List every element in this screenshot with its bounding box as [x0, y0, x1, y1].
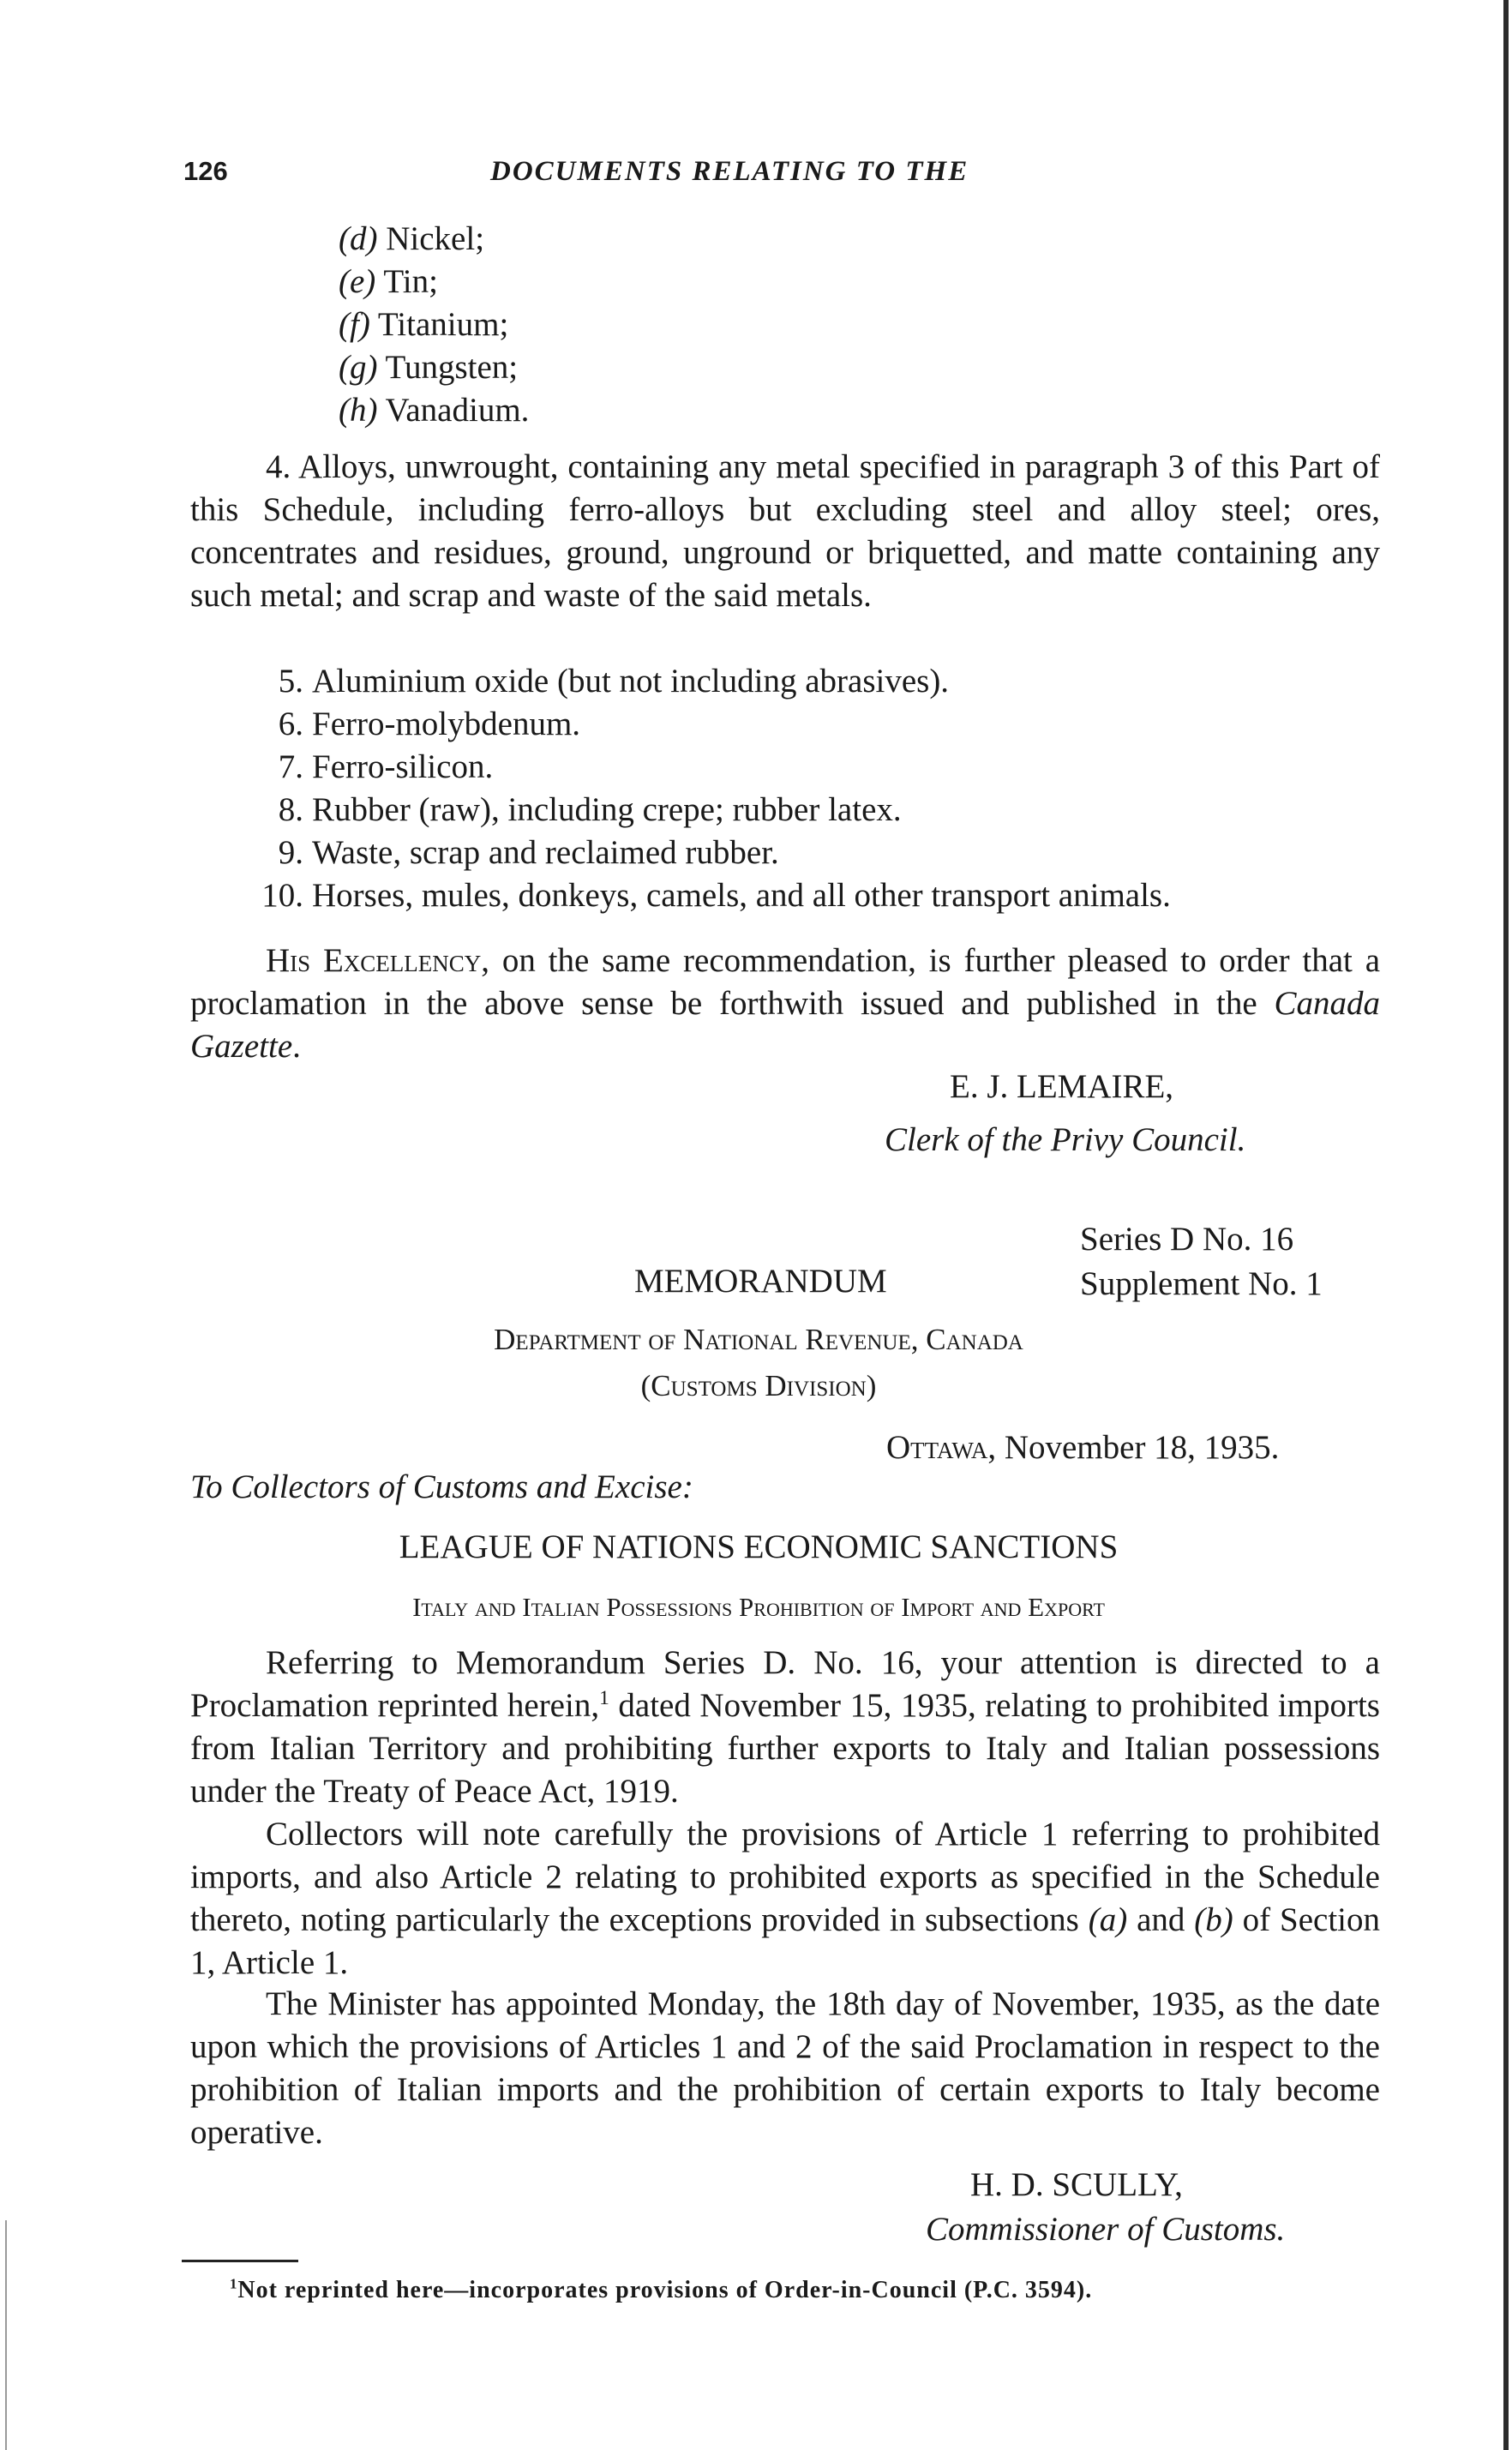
- item-text: Horses, mules, donkeys, camels, and all other transport animals.: [312, 877, 1171, 914]
- footnote-reference: 1: [599, 1687, 609, 1709]
- dateline-place: Ottawa,: [886, 1429, 997, 1466]
- list-marker: (d): [339, 220, 378, 257]
- memorandum-heading: MEMORANDUM: [634, 1263, 887, 1300]
- dateline: [886, 1426, 1279, 1469]
- list-marker: (e): [339, 263, 376, 300]
- item-text: Rubber (raw), including crepe; rubber latex.: [312, 791, 902, 828]
- series-block: [1080, 1217, 1323, 1306]
- footnote: [230, 2277, 1092, 2304]
- addressee-line: To Collectors of Customs and Excise:: [190, 1468, 693, 1505]
- list-item-text: Tin;: [383, 263, 438, 300]
- body-text: Referring to Memorandum Series D. No. 16, your attention is directed to a Proclamation reprinted herein,: [190, 1644, 1380, 1724]
- list-item: [221, 703, 1171, 746]
- list-item-text: Vanadium.: [385, 392, 530, 429]
- body-paragraph: [190, 1642, 1380, 1813]
- list-item: [339, 346, 529, 389]
- department-line: Department of National Revenue, Canada: [494, 1323, 1023, 1356]
- running-header: [183, 156, 1383, 199]
- metals-list: [339, 218, 529, 432]
- body-text: Collectors will note carefully the provisions of Article 1 referring to prohibited imports, and also Article 2 relating to prohibited exports as specified in the Schedule thereto, noting particularly the exceptions provided in subsections: [190, 1816, 1380, 1938]
- list-marker: (h): [339, 392, 378, 429]
- signature-name: E. J. LEMAIRE,: [950, 1068, 1174, 1105]
- list-item: [221, 660, 1171, 703]
- excellency-end: .: [292, 1028, 301, 1065]
- item-number: 9.: [278, 834, 303, 871]
- excellency-paragraph: [190, 940, 1380, 1068]
- binding-mark: [5, 2220, 7, 2450]
- signature-title: Clerk of the Privy Council.: [885, 1121, 1246, 1158]
- list-item: [221, 789, 1171, 832]
- body-text: and: [1127, 1901, 1195, 1938]
- list-item: [339, 303, 529, 346]
- paragraph-alloys: 4. Alloys, unwrought, containing any metal specified in paragraph 3 of this Part of this Schedule, including ferro-alloys but excluding steel and alloy steel; ores, concentrates and residues, ground, unground or briquetted, and matte containing any such metal; and scrap and waste of the said metals.: [190, 448, 1380, 614]
- item-number: 6.: [278, 706, 303, 742]
- list-item-text: Nickel;: [386, 220, 485, 257]
- item-text: Aluminium oxide (but not including abrasives).: [312, 663, 950, 700]
- list-item-text: Titanium;: [377, 306, 509, 343]
- list-marker: (f): [339, 306, 370, 343]
- footnote-mark: 1: [230, 2275, 238, 2292]
- list-item: [339, 218, 529, 261]
- body-paragraph: The Minister has appointed Monday, the 18th day of November, 1935, as the date upon which the provisions of Articles 1 and 2 of the said Proclamation in respect to the prohibition of Italian imports and the prohibition of certain exports to Italy become operative.: [190, 1985, 1380, 2151]
- list-item: [339, 389, 529, 432]
- dateline-date: November 18, 1935.: [996, 1429, 1280, 1466]
- gazette-title: Canada Gazette: [190, 985, 1380, 1065]
- list-marker: (g): [339, 349, 378, 386]
- footnote-rule: [182, 2260, 298, 2262]
- item-text: Ferro-molybdenum.: [312, 706, 581, 742]
- item-number: 10.: [261, 877, 303, 914]
- page-edge-shadow: [1503, 0, 1509, 2450]
- body-paragraph: [190, 1813, 1380, 1985]
- subsection-marker: (b): [1194, 1901, 1233, 1938]
- signature-title: Commissioner of Customs.: [926, 2211, 1286, 2248]
- item-text: Waste, scrap and reclaimed rubber.: [312, 834, 779, 871]
- list-item-text: Tungsten;: [385, 349, 519, 386]
- list-item: [221, 832, 1171, 874]
- division-line: (Customs Division): [640, 1369, 877, 1402]
- footnote-text: Not reprinted here—incorporates provisions of Order-in-Council (P.C. 3594).: [237, 2277, 1093, 2303]
- series-number: Series D No. 16: [1080, 1221, 1294, 1258]
- item-number: 8.: [278, 791, 303, 828]
- supplement-number: Supplement No. 1: [1080, 1265, 1323, 1302]
- running-title: DOCUMENTS RELATING TO THE: [490, 156, 969, 187]
- signature-name: H. D. SCULLY,: [970, 2166, 1183, 2203]
- excellency-lead: His Excellency,: [266, 942, 490, 979]
- list-item: [221, 746, 1171, 789]
- list-item: [221, 874, 1171, 917]
- item-text: Ferro-silicon.: [312, 748, 494, 785]
- list-item: [339, 261, 529, 303]
- item-number: 7.: [278, 748, 303, 785]
- excellency-text: on the same recommendation, is further pleased to order that a proclamation in the above sense be forthwith issued and published in the: [190, 942, 1380, 1022]
- memorandum-subtitle: Italy and Italian Possessions Prohibition of Import and Export: [412, 1592, 1105, 1622]
- body-text: dated November 15, 1935, relating to prohibited imports from Italian Territory and prohibiting further exports to Italy and Italian possessions under the Treaty of Peace Act, 1919.: [190, 1687, 1380, 1810]
- page-number: 126: [183, 156, 228, 186]
- memorandum-title: LEAGUE OF NATIONS ECONOMIC SANCTIONS: [399, 1528, 1119, 1565]
- subsection-marker: (a): [1088, 1901, 1128, 1938]
- body-text: of Section 1, Article 1.: [190, 1901, 1380, 1981]
- item-number: 5.: [278, 663, 303, 700]
- numbered-list: [221, 660, 1171, 917]
